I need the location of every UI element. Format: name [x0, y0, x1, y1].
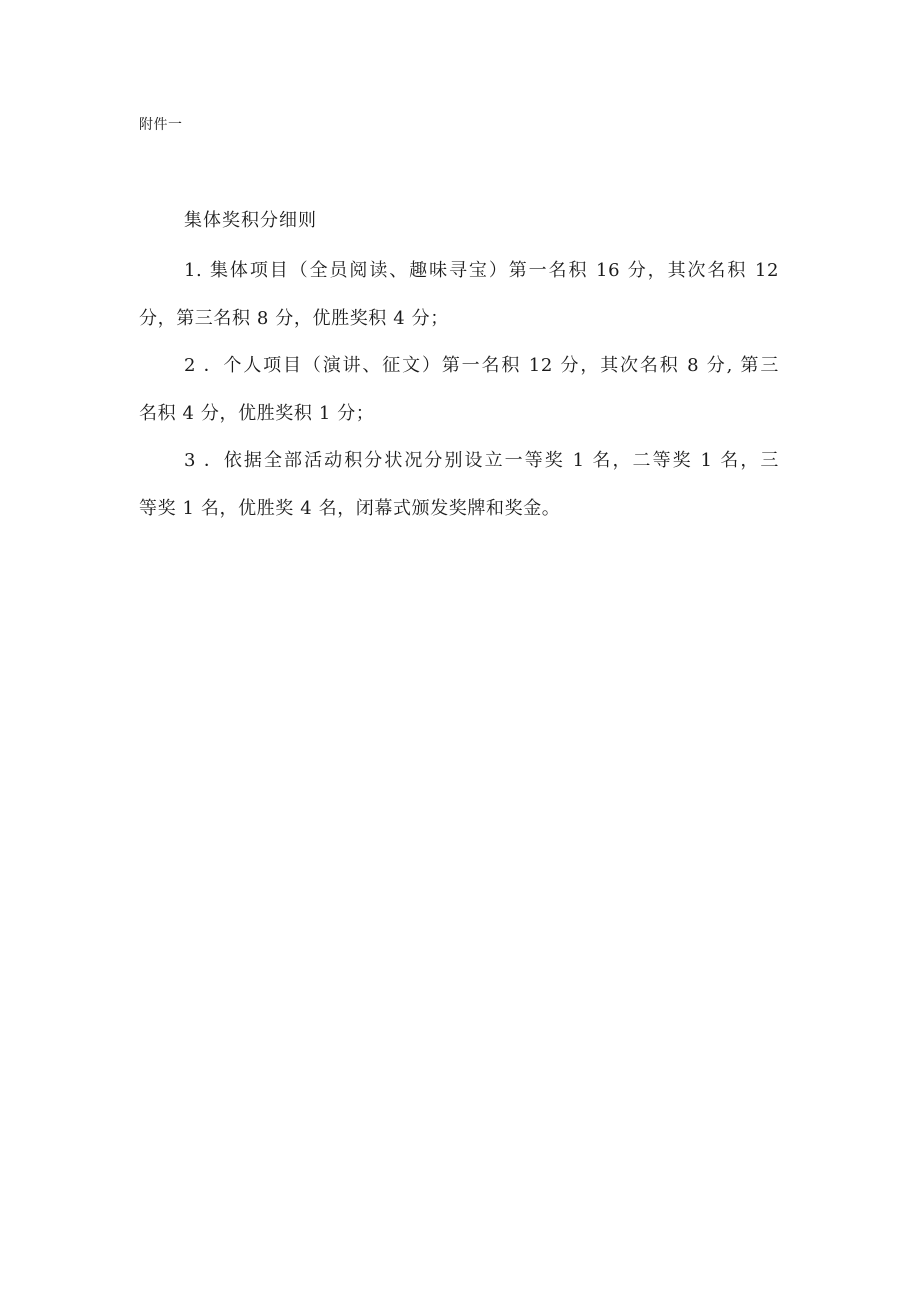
rule-paragraph-2-line-2: 名积 4 分，优胜奖积 1 分；	[139, 403, 375, 424]
rule-paragraph-1	[139, 247, 779, 343]
attachment-label: 附件一	[139, 117, 183, 133]
rule-paragraph-1-line-1: 1. 集体项目（全员阅读、趣味寻宝）第一名积 16 分，其次名积 12	[184, 260, 779, 281]
rule-paragraph-3-line-1: 3 ．依据全部活动积分状况分别设立一等奖 1 名，二等奖 1 名，三	[184, 450, 779, 471]
rule-paragraph-2-line-1: 2 ．个人项目（演讲、征文）第一名积 12 分，其次名积 8 分, 第三	[184, 355, 779, 376]
rule-paragraph-3	[139, 437, 779, 533]
rule-paragraph-2	[139, 342, 779, 438]
document-title: 集体奖积分细则	[184, 210, 317, 231]
rule-paragraph-1-line-2: 分，第三名积 8 分，优胜奖积 4 分；	[139, 308, 449, 329]
rule-paragraph-3-line-2: 等奖 1 名，优胜奖 4 名，闭幕式颁发奖牌和奖金。	[139, 498, 561, 519]
